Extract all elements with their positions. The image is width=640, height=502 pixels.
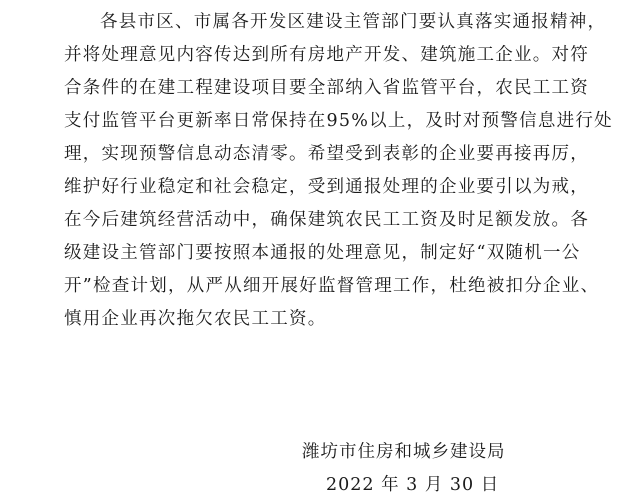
body-line-8: 级建设主管部门要按照本通报的处理意见，制定好“双随机一公 [64, 243, 581, 263]
body-line-4: 支付监管平台更新率日常保持在95%以上，及时对预警信息进行处 [64, 111, 613, 131]
body-line-5: 理，实现预警信息动态清零。希望受到表彰的企业要再接再厉， [64, 144, 589, 164]
issuer-name: 潍坊市住房和城乡建设局 [302, 442, 506, 462]
body-line-10: 慎用企业再次拖欠农民工工资。 [64, 309, 327, 329]
body-line-6: 维护好行业稳定和社会稳定，受到通报处理的企业要引以为戒， [64, 177, 589, 197]
body-line-9: 开”检查计划，从严从细开展好监督管理工作，杜绝被扣分企业、 [64, 276, 600, 296]
body-line-7: 在今后建筑经营活动中，确保建筑农民工工资及时足额发放。各 [64, 210, 589, 230]
body-line-1: 各县市区、市属各开发区建设主管部门要认真落实通报精神， [100, 12, 607, 32]
body-line-3: 合条件的在建工程建设项目要全部纳入省监管平台，农民工工资 [64, 78, 589, 98]
issue-date: 2022 年 3 月 30 日 [326, 475, 500, 495]
body-line-2: 并将处理意见内容传达到所有房地产开发、建筑施工企业。对符 [64, 45, 589, 65]
